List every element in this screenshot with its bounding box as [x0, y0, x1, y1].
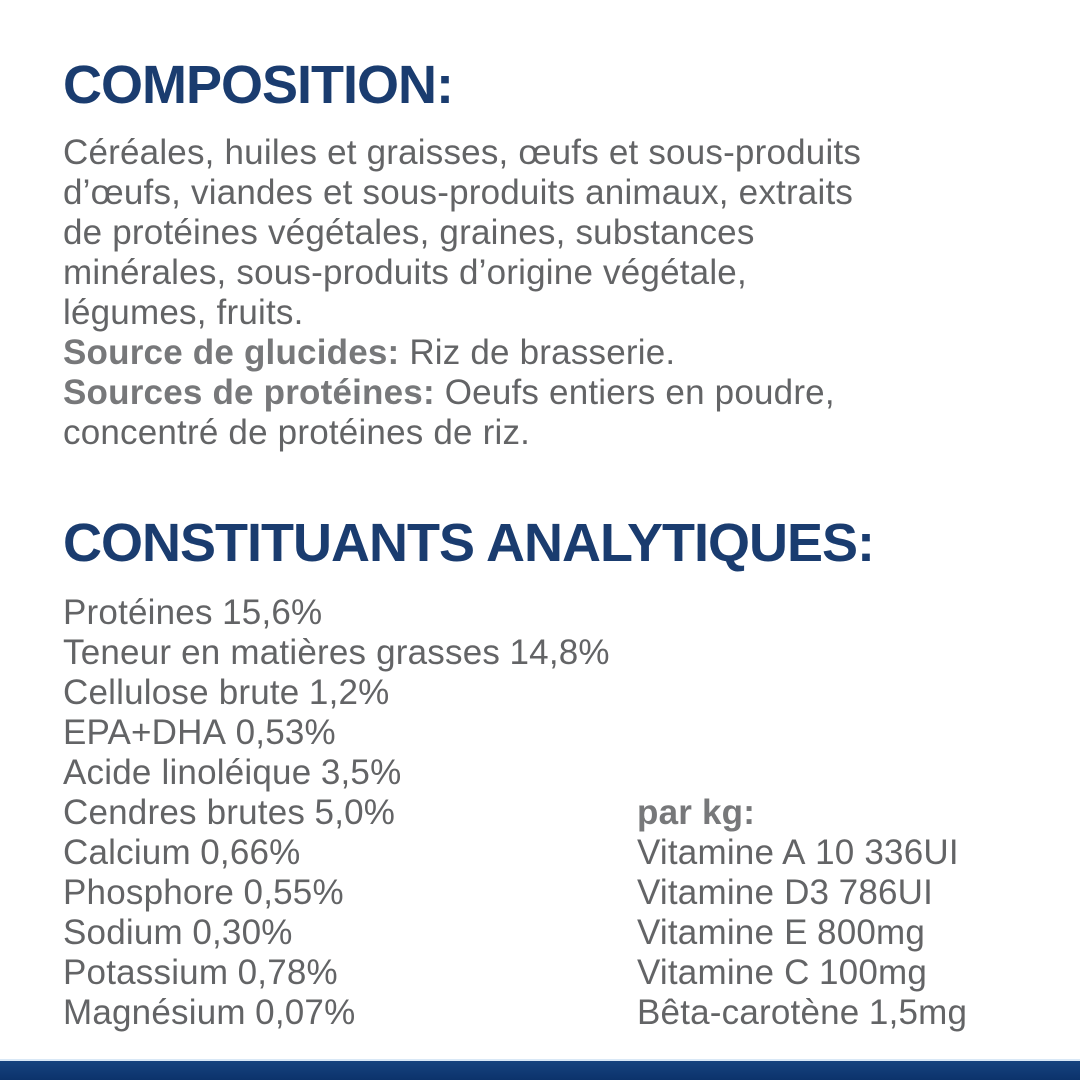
list-item: [63, 713, 610, 753]
vitamin-value: 10 336UI: [815, 833, 959, 872]
nutrient-label: Sodium: [63, 913, 183, 952]
composition-line: de protéines végétales, graines, substances: [63, 213, 755, 252]
nutrient-label: Cendres brutes: [63, 793, 306, 832]
list-item: [63, 633, 610, 673]
composition-line: d’œufs, viandes et sous-produits animaux, extraits: [63, 173, 854, 212]
vitamin-value: 100mg: [818, 953, 928, 992]
source-proteines-continuation: concentré de protéines de riz.: [63, 413, 531, 452]
list-item: [637, 833, 967, 873]
nutrient-value: 0,55%: [243, 873, 344, 912]
composition-line: Céréales, huiles et graisses, œufs et sous-produits: [63, 133, 862, 172]
source-proteines-label: Sources de protéines:: [63, 373, 435, 412]
nutrient-value: 1,2%: [308, 673, 390, 712]
list-item: [63, 953, 610, 993]
vitamin-label: Bêta-carotène: [637, 993, 860, 1032]
list-item: [63, 833, 610, 873]
nutrient-label: EPA+DHA: [63, 713, 227, 752]
nutrient-value: 0,07%: [255, 993, 356, 1032]
composition-body: [63, 133, 861, 453]
vitamin-label: Vitamine C: [637, 953, 810, 992]
nutrient-value: 0,53%: [235, 713, 336, 752]
nutrient-label: Protéines: [63, 593, 213, 632]
source-proteines-text: Oeufs entiers en poudre,: [434, 373, 835, 412]
list-item: [637, 873, 967, 913]
per-kg-heading: par kg:: [637, 793, 756, 832]
source-glucides-line: [63, 333, 861, 373]
composition-line: légumes, fruits.: [63, 293, 304, 332]
nutrient-label: Cellulose brute: [63, 673, 300, 712]
nutrient-value: 0,30%: [192, 913, 293, 952]
nutrient-label: Teneur en matières grasses: [63, 633, 501, 672]
nutrient-label: Calcium: [63, 833, 191, 872]
composition-line: minérales, sous-produits d’origine végétale,: [63, 253, 747, 292]
list-item: [63, 793, 610, 833]
list-item: [63, 673, 610, 713]
list-item: [63, 993, 610, 1033]
nutrient-value: 0,66%: [200, 833, 301, 872]
nutrient-value: 15,6%: [222, 593, 323, 632]
list-item: [63, 593, 610, 633]
list-item: [637, 953, 967, 993]
nutrient-label: Acide linoléique: [63, 753, 312, 792]
vitamin-label: Vitamine E: [637, 913, 808, 952]
nutrient-label: Phosphore: [63, 873, 235, 912]
nutrient-value: 0,78%: [237, 953, 338, 992]
nutrient-value: 14,8%: [509, 633, 610, 672]
per-kg-block: [637, 793, 967, 1033]
nutrient-value: 3,5%: [320, 753, 402, 792]
list-item: [63, 753, 610, 793]
analytical-constituents-list: [63, 593, 610, 1033]
nutrient-label: Potassium: [63, 953, 229, 992]
list-item: [63, 913, 610, 953]
vitamin-value: 1,5mg: [868, 993, 968, 1032]
nutrient-value: 5,0%: [314, 793, 396, 832]
list-item: [637, 913, 967, 953]
source-glucides-label: Source de glucides:: [63, 333, 400, 372]
nutrient-label: Magnésium: [63, 993, 246, 1032]
vitamin-value: 786UI: [838, 873, 934, 912]
footer-navy-bar: [0, 1059, 1080, 1080]
vitamin-value: 800mg: [817, 913, 926, 952]
source-glucides-text: Riz de brasserie.: [399, 333, 676, 372]
vitamin-label: Vitamine D3: [637, 873, 830, 912]
source-proteines-line: [63, 373, 861, 413]
vitamin-label: Vitamine A: [637, 833, 806, 872]
analytical-constituents-heading: CONSTITUANTS ANALYTIQUES:: [63, 513, 875, 573]
list-item: [63, 873, 610, 913]
composition-heading: COMPOSITION:: [63, 55, 453, 115]
list-item: [637, 993, 967, 1033]
